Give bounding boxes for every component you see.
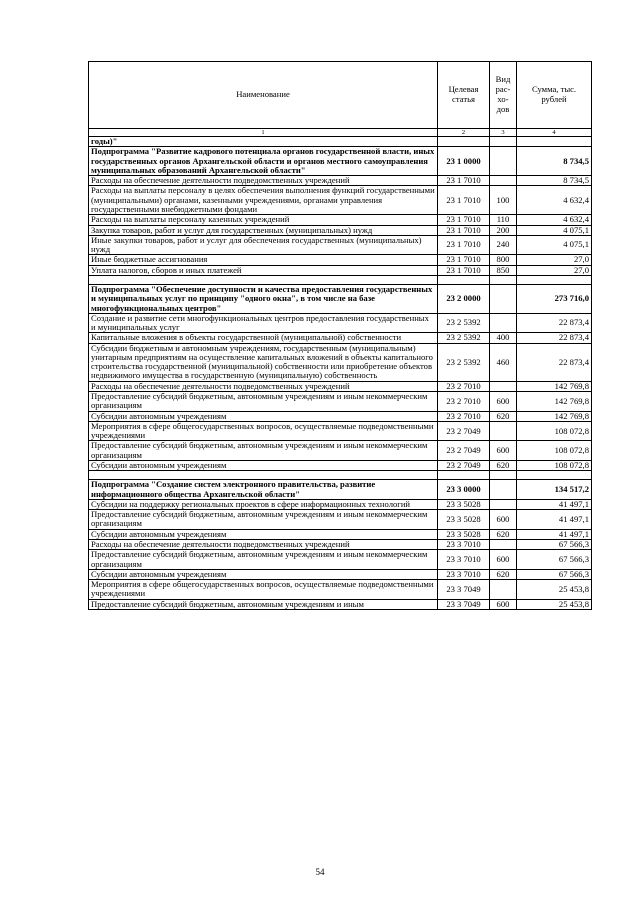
row-expense-type-cell <box>490 147 517 176</box>
row-expense-type-cell <box>490 580 517 600</box>
row-name-cell: Предоставление субсидий бюджетным, автономным учреждениям и иным <box>89 599 438 609</box>
row-amount-cell: 27,0 <box>517 255 592 265</box>
row-amount-cell: 67 566,3 <box>517 550 592 570</box>
row-name-cell: Иные бюджетные ассигнования <box>89 255 438 265</box>
row-target-article-cell: 23 2 7049 <box>438 461 490 471</box>
row-name-cell: Предоставление субсидий бюджетным, автономным учреждениям и иным некоммерческим организациям <box>89 392 438 412</box>
row-expense-type-cell: 600 <box>490 599 517 609</box>
header-name: Наименование <box>89 62 438 129</box>
row-expense-type-cell <box>490 176 517 186</box>
row-amount-cell: 108 072,8 <box>517 441 592 461</box>
table-row <box>89 225 592 235</box>
row-name-cell: Субсидии бюджетным и автономным учреждениям, государственным (муниципальным) унитарным предприятиям на осуществление капитальных вложений в объекты капитального строительства государственной (муниципальной) собственности или приобретение объектов недвижимого имущества в государственную (муниципальную) собственность <box>89 343 438 381</box>
table-row <box>89 255 592 265</box>
row-target-article-cell <box>438 137 490 147</box>
row-name-cell: Расходы на выплаты персоналу в целях обеспечения выполнения функций государственными (муниципальными) органами, казенными учреждениями, органами управления государственными внебюджетными фондами <box>89 186 438 215</box>
row-expense-type-cell: 850 <box>490 265 517 275</box>
row-amount-cell: 67 566,3 <box>517 569 592 579</box>
row-name-cell: Расходы на обеспечение деятельности подведомственных учреждений <box>89 176 438 186</box>
row-amount-cell: 41 497,1 <box>517 529 592 539</box>
row-target-article-cell <box>438 471 490 480</box>
row-target-article-cell: 23 2 5392 <box>438 333 490 343</box>
row-target-article-cell: 23 2 7049 <box>438 441 490 461</box>
row-target-article-cell: 23 3 0000 <box>438 480 490 500</box>
row-expense-type-cell: 620 <box>490 411 517 421</box>
table-row <box>89 137 592 147</box>
row-expense-type-cell: 620 <box>490 529 517 539</box>
row-target-article-cell: 23 3 7049 <box>438 599 490 609</box>
row-name-cell: Предоставление субсидий бюджетным, автономным учреждениям и иным некоммерческим организациям <box>89 441 438 461</box>
row-name-cell: Предоставление субсидий бюджетным, автономным учреждениям и иным некоммерческим организациям <box>89 550 438 570</box>
row-target-article-cell: 23 3 5028 <box>438 499 490 509</box>
column-number: 1 <box>89 129 438 137</box>
row-amount-cell: 273 716,0 <box>517 284 592 313</box>
row-name-cell: Расходы на выплаты персоналу казенных учреждений <box>89 215 438 225</box>
row-target-article-cell: 23 3 5028 <box>438 529 490 539</box>
table-row <box>89 569 592 579</box>
row-target-article-cell: 23 1 7010 <box>438 176 490 186</box>
column-number-row <box>89 129 592 137</box>
table-row <box>89 421 592 441</box>
row-expense-type-cell: 400 <box>490 333 517 343</box>
table-row <box>89 411 592 421</box>
row-target-article-cell: 23 1 7010 <box>438 235 490 255</box>
table-row <box>89 176 592 186</box>
row-expense-type-cell: 600 <box>490 510 517 530</box>
row-name-cell: Мероприятия в сфере общегосударственных вопросов, осуществляемые подведомственными учреждениями <box>89 580 438 600</box>
row-name-cell: Субсидии автономным учреждениям <box>89 461 438 471</box>
table-row <box>89 215 592 225</box>
row-expense-type-cell <box>490 499 517 509</box>
row-amount-cell: 4 632,4 <box>517 186 592 215</box>
table-row <box>89 284 592 313</box>
row-target-article-cell: 23 1 7010 <box>438 215 490 225</box>
row-expense-type-cell: 110 <box>490 215 517 225</box>
row-name-cell: Субсидии автономным учреждениям <box>89 529 438 539</box>
row-expense-type-cell: 200 <box>490 225 517 235</box>
row-amount-cell: 134 517,2 <box>517 480 592 500</box>
table-row <box>89 392 592 412</box>
table-row <box>89 471 592 480</box>
table-row <box>89 381 592 391</box>
row-expense-type-cell: 600 <box>490 441 517 461</box>
row-expense-type-cell: 460 <box>490 343 517 381</box>
row-amount-cell: 25 453,8 <box>517 599 592 609</box>
row-target-article-cell: 23 2 7010 <box>438 411 490 421</box>
row-name-cell: Субсидии автономным учреждениям <box>89 411 438 421</box>
row-target-article-cell: 23 2 0000 <box>438 284 490 313</box>
row-amount-cell: 4 075,1 <box>517 225 592 235</box>
row-target-article-cell: 23 3 7010 <box>438 539 490 549</box>
row-target-article-cell: 23 2 5392 <box>438 343 490 381</box>
row-name-cell: Подпрограмма "Развитие кадрового потенциала органов государственной власти, иных государственных органов Архангельской области и органов местного самоуправления муниципальных образований Архангельской области" <box>89 147 438 176</box>
table-row <box>89 333 592 343</box>
row-target-article-cell: 23 1 0000 <box>438 147 490 176</box>
row-target-article-cell: 23 2 7010 <box>438 381 490 391</box>
page-number: 54 <box>315 867 325 877</box>
row-amount-cell: 22 873,4 <box>517 313 592 333</box>
header-row <box>89 62 592 129</box>
table-row <box>89 499 592 509</box>
row-amount-cell: 8 734,5 <box>517 176 592 186</box>
table-row <box>89 599 592 609</box>
row-expense-type-cell <box>490 381 517 391</box>
row-expense-type-cell: 600 <box>490 550 517 570</box>
row-expense-type-cell: 800 <box>490 255 517 265</box>
row-expense-type-cell <box>490 313 517 333</box>
row-name-cell: годы)" <box>89 137 438 147</box>
row-name-cell: Иные закупки товаров, работ и услуг для обеспечения государственных (муниципальных) нужд <box>89 235 438 255</box>
row-expense-type-cell: 100 <box>490 186 517 215</box>
row-amount-cell: 4 632,4 <box>517 215 592 225</box>
row-expense-type-cell <box>490 471 517 480</box>
row-expense-type-cell: 600 <box>490 392 517 412</box>
row-amount-cell: 142 769,8 <box>517 381 592 391</box>
table-row <box>89 343 592 381</box>
row-expense-type-cell <box>490 480 517 500</box>
table-row <box>89 480 592 500</box>
row-name-cell: Субсидии автономным учреждениям <box>89 569 438 579</box>
row-amount-cell: 108 072,8 <box>517 421 592 441</box>
budget-table <box>88 61 592 610</box>
row-target-article-cell: 23 1 7010 <box>438 265 490 275</box>
table-row <box>89 186 592 215</box>
row-target-article-cell <box>438 275 490 284</box>
row-name-cell: Капитальные вложения в объекты государственной (муниципальной) собственности <box>89 333 438 343</box>
row-amount-cell: 27,0 <box>517 265 592 275</box>
table-row <box>89 265 592 275</box>
row-name-cell <box>89 275 438 284</box>
table-row <box>89 580 592 600</box>
row-target-article-cell: 23 2 7049 <box>438 421 490 441</box>
column-number: 3 <box>490 129 517 137</box>
table-body <box>89 137 592 610</box>
row-target-article-cell: 23 1 7010 <box>438 225 490 235</box>
row-expense-type-cell <box>490 421 517 441</box>
row-amount-cell <box>517 137 592 147</box>
table-row <box>89 461 592 471</box>
row-name-cell: Подпрограмма "Обеспечение доступности и качества предоставления государственных и муниципальных услуг по принципу "одного окна", в том числе на базе многофункциональных центров" <box>89 284 438 313</box>
table-row <box>89 313 592 333</box>
row-name-cell: Мероприятия в сфере общегосударственных вопросов, осуществляемые подведомственными учреждениями <box>89 421 438 441</box>
row-amount-cell: 8 734,5 <box>517 147 592 176</box>
table-row <box>89 529 592 539</box>
row-target-article-cell: 23 3 5028 <box>438 510 490 530</box>
column-number: 4 <box>517 129 592 137</box>
row-amount-cell: 41 497,1 <box>517 510 592 530</box>
row-amount-cell <box>517 275 592 284</box>
table-row <box>89 539 592 549</box>
row-amount-cell: 41 497,1 <box>517 499 592 509</box>
row-expense-type-cell <box>490 275 517 284</box>
row-name-cell: Расходы на обеспечение деятельности подведомственных учреждений <box>89 539 438 549</box>
row-expense-type-cell: 620 <box>490 569 517 579</box>
row-expense-type-cell <box>490 539 517 549</box>
row-target-article-cell: 23 3 7010 <box>438 569 490 579</box>
row-name-cell: Уплата налогов, сборов и иных платежей <box>89 265 438 275</box>
row-name-cell: Предоставление субсидий бюджетным, автономным учреждениям и иным некоммерческим организациям <box>89 510 438 530</box>
row-name-cell: Расходы на обеспечение деятельности подведомственных учреждений <box>89 381 438 391</box>
row-name-cell: Закупка товаров, работ и услуг для государственных (муниципальных) нужд <box>89 225 438 235</box>
row-target-article-cell: 23 2 7010 <box>438 392 490 412</box>
row-target-article-cell: 23 1 7010 <box>438 186 490 215</box>
row-expense-type-cell <box>490 137 517 147</box>
column-number: 2 <box>438 129 490 137</box>
table-row <box>89 275 592 284</box>
table-row <box>89 235 592 255</box>
table-row <box>89 147 592 176</box>
row-target-article-cell: 23 1 7010 <box>438 255 490 265</box>
table-row <box>89 441 592 461</box>
row-amount-cell <box>517 471 592 480</box>
table-row <box>89 550 592 570</box>
row-amount-cell: 108 072,8 <box>517 461 592 471</box>
row-expense-type-cell: 620 <box>490 461 517 471</box>
header-amount: Сумма, тыс. рублей <box>517 62 592 129</box>
row-name-cell <box>89 471 438 480</box>
header-target-article: Целевая статья <box>438 62 490 129</box>
row-target-article-cell: 23 3 7010 <box>438 550 490 570</box>
row-name-cell: Субсидии на поддержку региональных проектов в сфере информационных технологий <box>89 499 438 509</box>
row-target-article-cell: 23 3 7049 <box>438 580 490 600</box>
row-amount-cell: 142 769,8 <box>517 392 592 412</box>
row-amount-cell: 67 566,3 <box>517 539 592 549</box>
row-amount-cell: 4 075,1 <box>517 235 592 255</box>
row-amount-cell: 22 873,4 <box>517 333 592 343</box>
row-expense-type-cell: 240 <box>490 235 517 255</box>
row-name-cell: Создание и развитие сети многофункциональных центров предоставления государственных и муниципальных услуг <box>89 313 438 333</box>
row-amount-cell: 142 769,8 <box>517 411 592 421</box>
row-amount-cell: 22 873,4 <box>517 343 592 381</box>
header-expense-type: Вид рас-хо-дов <box>490 62 517 129</box>
row-name-cell: Подпрограмма "Создание систем электронного правительства, развитие информационного общества Архангельской области" <box>89 480 438 500</box>
row-expense-type-cell <box>490 284 517 313</box>
table-row <box>89 510 592 530</box>
row-amount-cell: 25 453,8 <box>517 580 592 600</box>
row-target-article-cell: 23 2 5392 <box>438 313 490 333</box>
